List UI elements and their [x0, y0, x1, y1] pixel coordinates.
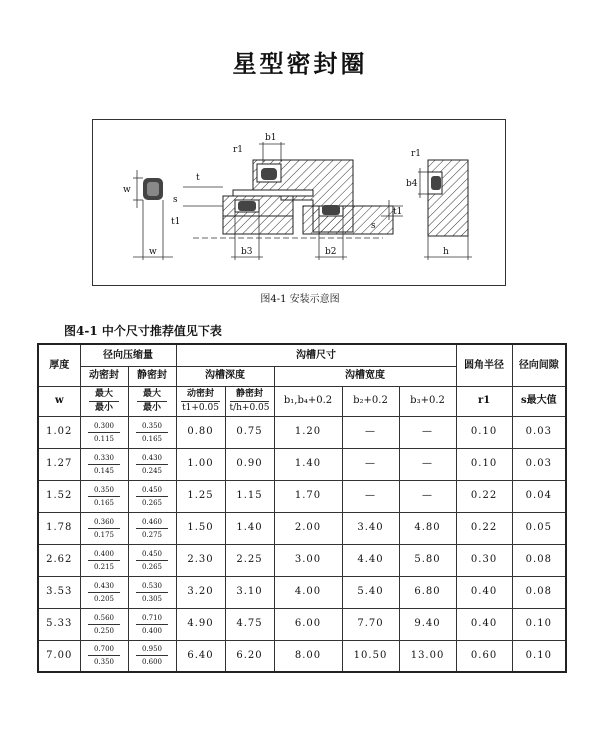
header-tol-b2: b₂+0.2: [342, 386, 399, 416]
table-row: [38, 640, 566, 672]
cell-t1: 1.25: [176, 480, 225, 512]
table-row: [38, 576, 566, 608]
cell-dyn-compression: 0.300 0.115: [80, 416, 128, 448]
cell-b3: 9.40: [399, 608, 456, 640]
dim-label-t1-right: t1: [393, 207, 403, 217]
table-row: [38, 512, 566, 544]
cell-b1: 1.70: [274, 480, 342, 512]
dim-label-w-left: w: [123, 185, 131, 195]
cell-t1: 1.50: [176, 512, 225, 544]
cell-w: 3.53: [38, 576, 80, 608]
cell-b2: —: [342, 448, 399, 480]
header-tol-b3: b₃+0.2: [399, 386, 456, 416]
cell-r1: 0.10: [456, 448, 512, 480]
cell-w: 1.78: [38, 512, 80, 544]
cell-b2: 10.50: [342, 640, 399, 672]
table-caption: 图4-1 中个尺寸推荐值见下表: [64, 324, 222, 338]
cell-b3: —: [399, 448, 456, 480]
cell-b1: 3.00: [274, 544, 342, 576]
cell-w: 1.27: [38, 448, 80, 480]
header-tol-b1b4: b₁,b₄+0.2: [274, 386, 342, 416]
cell-sta-compression: 0.710 0.400: [128, 608, 176, 640]
dim-label-s: s: [173, 195, 178, 205]
cell-r1: 0.60: [456, 640, 512, 672]
cell-sta-compression: 0.950 0.600: [128, 640, 176, 672]
cell-b3: 4.80: [399, 512, 456, 544]
cell-t1: 6.40: [176, 640, 225, 672]
cell-th: 3.10: [225, 576, 274, 608]
cell-b3: 6.80: [399, 576, 456, 608]
dim-label-b4: b4: [406, 179, 418, 189]
cell-dyn-compression: 0.360 0.175: [80, 512, 128, 544]
cell-dyn-compression: 0.330 0.145: [80, 448, 128, 480]
cell-b2: 3.40: [342, 512, 399, 544]
cell-b1: 8.00: [274, 640, 342, 672]
cell-r1: 0.30: [456, 544, 512, 576]
cell-b1: 4.00: [274, 576, 342, 608]
cell-w: 1.02: [38, 416, 80, 448]
dim-label-t: t: [196, 173, 200, 183]
cell-th: 6.20: [225, 640, 274, 672]
dim-label-r1-right: r1: [411, 149, 422, 159]
cell-b2: 4.40: [342, 544, 399, 576]
cell-dyn-compression: 0.400 0.215: [80, 544, 128, 576]
cell-r1: 0.22: [456, 512, 512, 544]
cell-b3: —: [399, 416, 456, 448]
header-depth-static: 静密封 t/h+0.05: [225, 386, 274, 416]
cell-dyn-compression: 0.560 0.250: [80, 608, 128, 640]
cell-t1: 0.80: [176, 416, 225, 448]
header-corner-radius: 圆角半径: [456, 344, 512, 386]
table-row: [38, 544, 566, 576]
header-thickness: 厚度: [38, 344, 80, 386]
cell-w: 5.33: [38, 608, 80, 640]
header-groove-size: 沟槽尺寸: [176, 344, 456, 366]
cell-sta-compression: 0.450 0.265: [128, 544, 176, 576]
cell-t1: 3.20: [176, 576, 225, 608]
cell-s: 0.08: [512, 544, 566, 576]
dim-label-r1: r1: [233, 145, 244, 155]
table-row: [38, 480, 566, 512]
cell-b2: 7.70: [342, 608, 399, 640]
cell-s: 0.04: [512, 480, 566, 512]
cell-sta-compression: 0.450 0.265: [128, 480, 176, 512]
header-dynamic-maxmin: 最大 最小: [80, 386, 128, 416]
header-radial-gap: 径向间隙: [512, 344, 566, 386]
cell-r1: 0.22: [456, 480, 512, 512]
cell-s: 0.03: [512, 416, 566, 448]
cell-b3: 5.80: [399, 544, 456, 576]
cell-th: 1.15: [225, 480, 274, 512]
cell-b2: 5.40: [342, 576, 399, 608]
installation-diagram: [92, 119, 506, 286]
cell-b1: 1.20: [274, 416, 342, 448]
cell-dyn-compression: 0.700 0.350: [80, 640, 128, 672]
cell-sta-compression: 0.530 0.305: [128, 576, 176, 608]
header-r1: r1: [456, 386, 512, 416]
cell-b2: —: [342, 480, 399, 512]
face-seal-assembly: [418, 160, 472, 260]
cell-r1: 0.40: [456, 608, 512, 640]
cell-s: 0.03: [512, 448, 566, 480]
cell-b1: 2.00: [274, 512, 342, 544]
cell-s: 0.05: [512, 512, 566, 544]
shaft-groove: [303, 200, 403, 260]
cell-w: 2.62: [38, 544, 80, 576]
header-static-seal: 静密封: [128, 366, 176, 386]
table-row: [38, 416, 566, 448]
header-compression: 径向压缩量: [80, 344, 176, 366]
dimension-table: [37, 343, 567, 673]
cell-th: 4.75: [225, 608, 274, 640]
cell-b1: 6.00: [274, 608, 342, 640]
housing-assembly: [183, 142, 383, 260]
header-groove-width: 沟槽宽度: [274, 366, 456, 386]
dim-label-s-right: s: [371, 221, 376, 231]
header-thickness-symbol: w: [38, 386, 80, 416]
cell-r1: 0.40: [456, 576, 512, 608]
header-gap-max: s最大值: [512, 386, 566, 416]
cell-th: 0.75: [225, 416, 274, 448]
dim-label-w-bottom: w: [149, 247, 157, 257]
cell-w: 7.00: [38, 640, 80, 672]
cell-th: 2.25: [225, 544, 274, 576]
table-row: [38, 608, 566, 640]
cell-t1: 2.30: [176, 544, 225, 576]
figure-caption: 图4-1 安装示意图: [260, 294, 340, 305]
cell-sta-compression: 0.350 0.165: [128, 416, 176, 448]
cell-dyn-compression: 0.430 0.205: [80, 576, 128, 608]
cell-b3: —: [399, 480, 456, 512]
cell-w: 1.52: [38, 480, 80, 512]
cell-s: 0.08: [512, 576, 566, 608]
cell-sta-compression: 0.430 0.245: [128, 448, 176, 480]
cell-b1: 1.40: [274, 448, 342, 480]
cell-r1: 0.10: [456, 416, 512, 448]
cell-sta-compression: 0.460 0.275: [128, 512, 176, 544]
cell-b2: —: [342, 416, 399, 448]
header-dynamic-seal: 动密封: [80, 366, 128, 386]
cell-dyn-compression: 0.350 0.165: [80, 480, 128, 512]
dim-label-t1: t1: [171, 217, 181, 227]
table-row: [38, 448, 566, 480]
dim-label-b3: b3: [241, 247, 253, 257]
cell-th: 1.40: [225, 512, 274, 544]
header-depth-dynamic: 动密封 t1+0.05: [176, 386, 225, 416]
header-groove-depth: 沟槽深度: [176, 366, 274, 386]
cell-s: 0.10: [512, 640, 566, 672]
cell-th: 0.90: [225, 448, 274, 480]
page-title: 星型密封圈: [232, 49, 368, 78]
dim-label-h: h: [443, 247, 449, 257]
cell-b3: 13.00: [399, 640, 456, 672]
cell-t1: 4.90: [176, 608, 225, 640]
cell-t1: 1.00: [176, 448, 225, 480]
dim-label-b2: b2: [325, 247, 337, 257]
header-static-maxmin: 最大 最小: [128, 386, 176, 416]
cell-s: 0.10: [512, 608, 566, 640]
dim-label-b1: b1: [265, 133, 277, 143]
